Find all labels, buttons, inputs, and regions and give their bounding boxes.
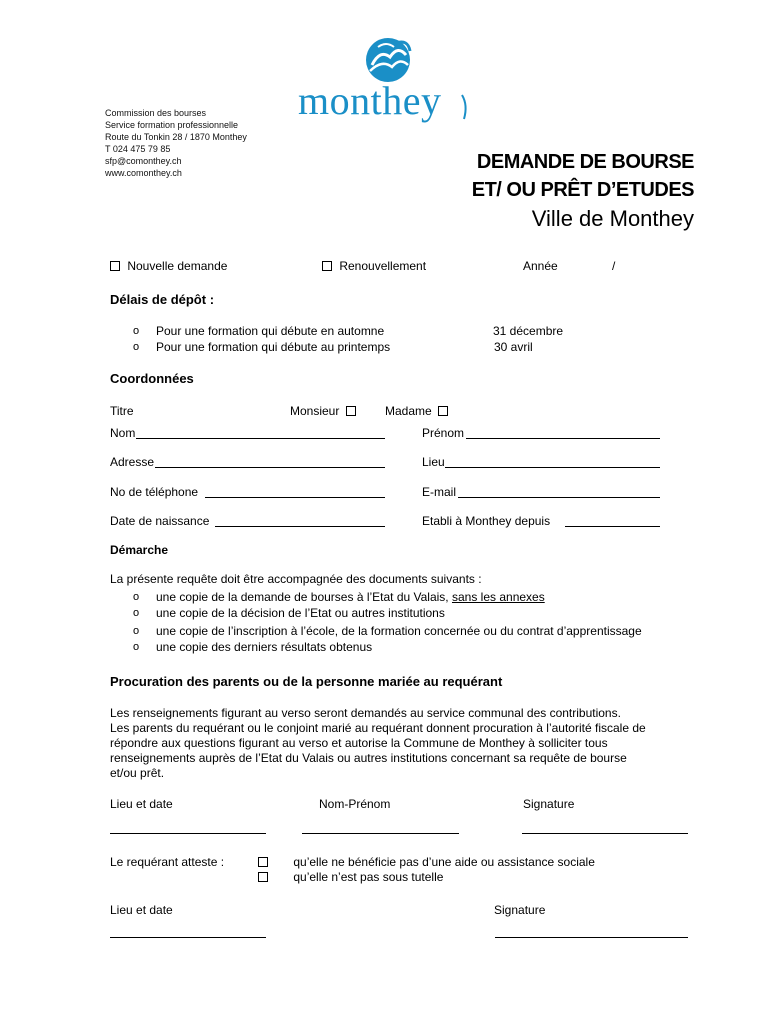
new-request-label: Nouvelle demande [127, 259, 228, 273]
address-line: Service formation professionnelle [105, 120, 239, 130]
birthdate-label: Date de naissance [110, 514, 210, 528]
email-label: E-mail [422, 485, 457, 499]
checkbox-mrs[interactable] [438, 406, 448, 416]
firstname-label: Prénom [422, 426, 465, 440]
address-line: Route du Tonkin 28 / 1870 Monthey [105, 132, 247, 142]
proxy-line: et/ou prêt. [110, 766, 165, 780]
monthey-logo [290, 35, 490, 130]
procedure-item-emphasis: sans les annexes [451, 590, 545, 604]
mrs-label: Madame [385, 404, 432, 418]
address-line: T 024 475 79 85 [105, 144, 171, 154]
checkbox-no-social-aid[interactable] [258, 857, 268, 867]
attestation-signature-field[interactable] [495, 937, 688, 938]
deadline-autumn-label: Pour une formation qui débute en automne [156, 324, 385, 338]
new-request-option[interactable] [110, 259, 227, 273]
procedure-heading: Démarche [110, 543, 169, 557]
deadline-spring-label: Pour une formation qui débute au printemps [156, 340, 391, 354]
proxy-paragraph [110, 706, 700, 781]
renewal-option[interactable] [322, 259, 426, 273]
deadline-bullet: o [133, 341, 140, 353]
form-subtitle: Ville de Monthey [531, 206, 694, 231]
year-separator: / [612, 259, 616, 273]
sender-address [105, 107, 247, 179]
attestation-label: Le requérant atteste : [110, 855, 225, 869]
title-label: Titre [110, 404, 134, 418]
checkbox-no-guardianship[interactable] [258, 872, 268, 882]
procedure-bullet: o [133, 591, 140, 603]
address-line: Commission des bourses [105, 108, 207, 118]
procedure-item-text: une copie des derniers résultats obtenus [156, 640, 373, 654]
proxy-signature-field[interactable] [522, 833, 688, 834]
deadline-bullet: o [133, 325, 140, 337]
email-field[interactable] [458, 497, 660, 498]
deadline-spring-date: 30 avril [494, 340, 533, 354]
attestation-option-label: qu’elle n’est pas sous tutelle [293, 870, 444, 884]
deadline-autumn-date: 31 décembre [493, 324, 564, 338]
name-field[interactable] [136, 438, 385, 439]
checkbox-renewal[interactable] [322, 261, 332, 271]
mrs-option[interactable] [385, 404, 448, 418]
proxy-place-date-field[interactable] [110, 833, 266, 834]
checkbox-mr[interactable] [346, 406, 356, 416]
proxy-line: Les parents du requérant ou le conjoint marié au requérant donnent procuration à l’autorité fiscale de [110, 721, 646, 735]
logo-wordmark: monthey [298, 78, 442, 123]
attestation-option-label: qu’elle ne bénéficie pas d’une aide ou assistance sociale [293, 855, 595, 869]
procedure-item-text: une copie de la décision de l’Etat ou autres institutions [156, 606, 445, 620]
form-title-line1: DEMANDE DE BOURSE [476, 151, 694, 173]
procedure-item [156, 590, 545, 604]
attestation-option[interactable] [258, 870, 443, 884]
mr-option[interactable] [290, 404, 356, 418]
attestation-signature-label: Signature [494, 903, 546, 917]
mr-label: Monsieur [290, 404, 340, 418]
phone-field[interactable] [205, 497, 385, 498]
checkbox-new-request[interactable] [110, 261, 120, 271]
year-label: Année [523, 259, 558, 273]
proxy-heading: Procuration des parents ou de la personne mariée au requérant [110, 674, 503, 689]
proxy-place-date-label: Lieu et date [110, 797, 173, 811]
proxy-name-label: Nom-Prénom [319, 797, 391, 811]
firstname-field[interactable] [466, 438, 660, 439]
address-line: sfp@comonthey.ch [105, 156, 182, 166]
address-field[interactable] [155, 467, 385, 468]
address-label: Adresse [110, 455, 155, 469]
place-field[interactable] [445, 467, 660, 468]
contact-heading: Coordonnées [110, 371, 194, 386]
proxy-signature-label: Signature [523, 797, 575, 811]
attestation-place-date-field[interactable] [110, 937, 266, 938]
proxy-line: Les renseignements figurant au verso seront demandés au service communal des contributions. [110, 706, 621, 720]
proxy-line: renseignements auprès de l’Etat du Valais ou autres institutions concernant sa requête de bourse [110, 751, 627, 765]
procedure-intro: La présente requête doit être accompagnée des documents suivants : [110, 572, 482, 586]
resident-since-label: Etabli à Monthey depuis [422, 514, 551, 528]
form-title-line2: ET/ OU PRÊT D’ETUDES [471, 179, 694, 201]
procedure-bullet: o [133, 641, 140, 653]
procedure-item-text: une copie de l’inscription à l’école, de la formation concernée ou du contrat d’apprentissage [156, 624, 642, 638]
birthdate-field[interactable] [215, 526, 385, 527]
proxy-name-field[interactable] [302, 833, 459, 834]
attestation-option[interactable] [258, 855, 595, 869]
proxy-line: répondre aux questions figurant au verso et autorise la Commune de Monthey à solliciter tous [110, 736, 608, 750]
phone-label: No de téléphone [110, 485, 199, 499]
procedure-bullet: o [133, 625, 140, 637]
procedure-bullet: o [133, 607, 140, 619]
name-label: Nom [110, 426, 136, 440]
resident-since-field[interactable] [565, 526, 660, 527]
deadlines-heading: Délais de dépôt : [110, 292, 215, 307]
renewal-label: Renouvellement [339, 259, 427, 273]
attestation-place-date-label: Lieu et date [110, 903, 173, 917]
place-label: Lieu [422, 455, 445, 469]
procedure-item-text: une copie de la demande de bourses à l’Etat du Valais, [156, 590, 452, 604]
address-line: www.comonthey.ch [105, 168, 182, 178]
